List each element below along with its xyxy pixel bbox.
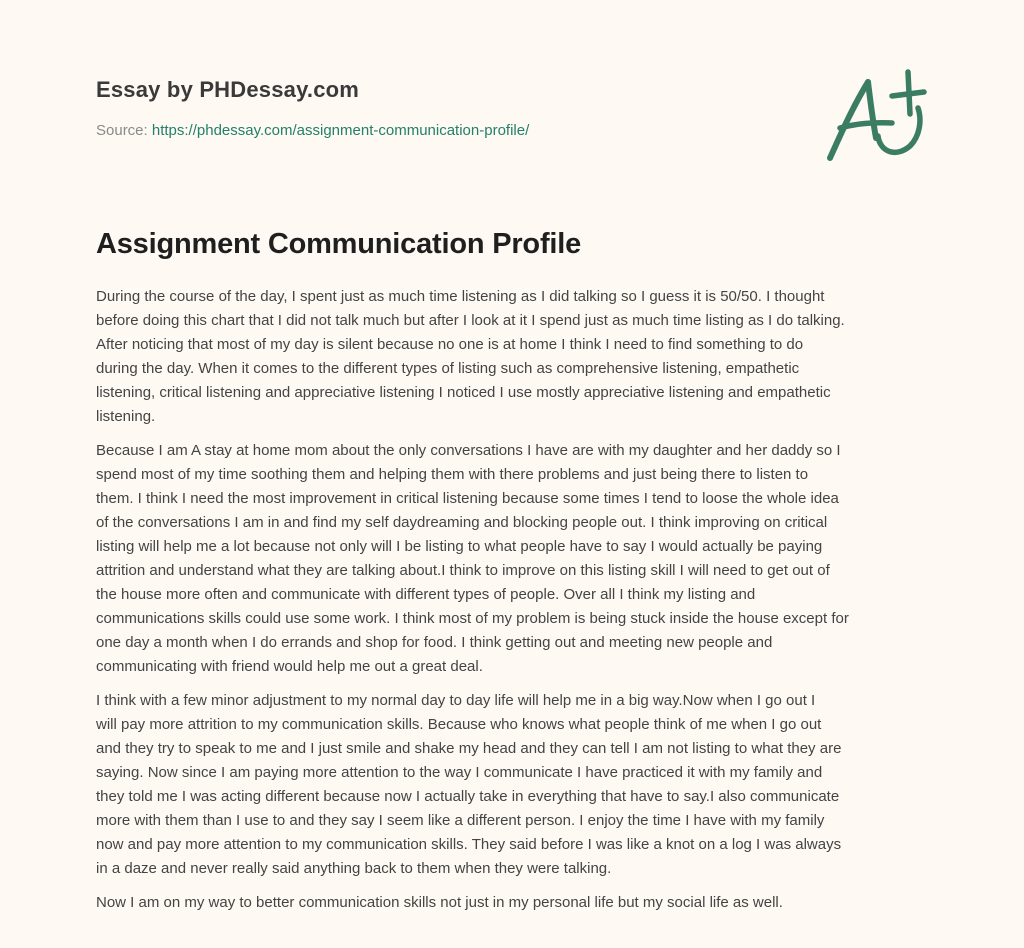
- text-line: and they try to speak to me and I just smile and shake my head and they can tell I am not listing to what they are: [96, 740, 842, 757]
- text-line: During the course of the day, I spent just as much time listening as I did talking so I guess it is 50/50. I thought: [96, 288, 825, 305]
- text-line: I think with a few minor adjustment to my normal day to day life will help me in a big way.Now when I go out I: [96, 692, 816, 709]
- page-title: Assignment Communication Profile: [96, 228, 582, 260]
- text-line: Because I am A stay at home mom about the only conversations I have are with my daughter and her daddy so I: [96, 442, 841, 459]
- source-line: [96, 121, 796, 141]
- text-line: spend most of my time soothing them and helping them with there problems and just being there to listen to: [96, 466, 809, 483]
- text-line: during the day. When it comes to the different types of listing such as comprehensive listening, empathetic: [96, 360, 800, 377]
- text-line: communicating with friend would help me out a great deal.: [96, 658, 483, 675]
- text-line: attrition and understand what they are talking about.I think to improve on this listing skill I will need to get out of: [96, 562, 830, 579]
- a-plus-grade-icon: [818, 66, 930, 166]
- text-line: will pay more attrition to my communication skills. Because who knows what people think of me when I go out: [96, 716, 822, 733]
- text-line: in a daze and never really said anything back to them when they were talking.: [96, 860, 612, 877]
- text-line: more with them than I use to and they say I seem like a different person. I enjoy the time I have with my family: [96, 812, 825, 829]
- text-line: of the conversations I am in and find my self daydreaming and blocking people out. I think improving on critical: [96, 514, 828, 531]
- text-line: Now I am on my way to better communication skills not just in my personal life but my social life as well.: [96, 894, 783, 911]
- text-line: listing will help me a lot because not only will I be listing to what people have to say I would actually be paying: [96, 538, 823, 555]
- paragraph: [96, 891, 946, 915]
- site-title: Essay by PHDessay.com: [96, 77, 360, 102]
- text-line: they told me I was acting different because now I actually take in everything that have to say.I also communicate: [96, 788, 840, 805]
- text-line: the house more often and communicate with different types of people. Over all I think my listing and: [96, 586, 756, 603]
- paragraph: [96, 439, 946, 679]
- paragraph: [96, 689, 946, 881]
- text-line: listening.: [96, 408, 156, 425]
- source-label: Source:: [96, 122, 152, 139]
- text-line: before doing this chart that I did not talk much but after I look at it I spend just as much time listing as I do talking.: [96, 312, 845, 329]
- site-header: [96, 74, 796, 141]
- text-line: After noticing that most of my day is silent because no one is at home I think I need to find something to do: [96, 336, 804, 353]
- text-line: listening, critical listening and appreciative listening I noticed I use mostly appreciative listening and empathetic: [96, 384, 831, 401]
- text-line: now and pay more attention to my communication skills. They said before I was like a knot on a log I was always: [96, 836, 842, 853]
- text-line: communications skills could use some work. I think most of my problem is being stuck inside the house except for: [96, 610, 849, 627]
- text-line: one day a month when I do errands and shop for food. I think getting out and meeting new people and: [96, 634, 773, 651]
- text-line: them. I think I need the most improvement in critical listening because some times I tend to loose the whole idea: [96, 490, 839, 507]
- essay-body: [96, 285, 946, 925]
- text-line: saying. Now since I am paying more attention to the way I communicate I have practiced it with my family and: [96, 764, 823, 781]
- source-link[interactable]: https://phdessay.com/assignment-communication-profile/: [151, 122, 530, 139]
- paragraph: [96, 285, 946, 429]
